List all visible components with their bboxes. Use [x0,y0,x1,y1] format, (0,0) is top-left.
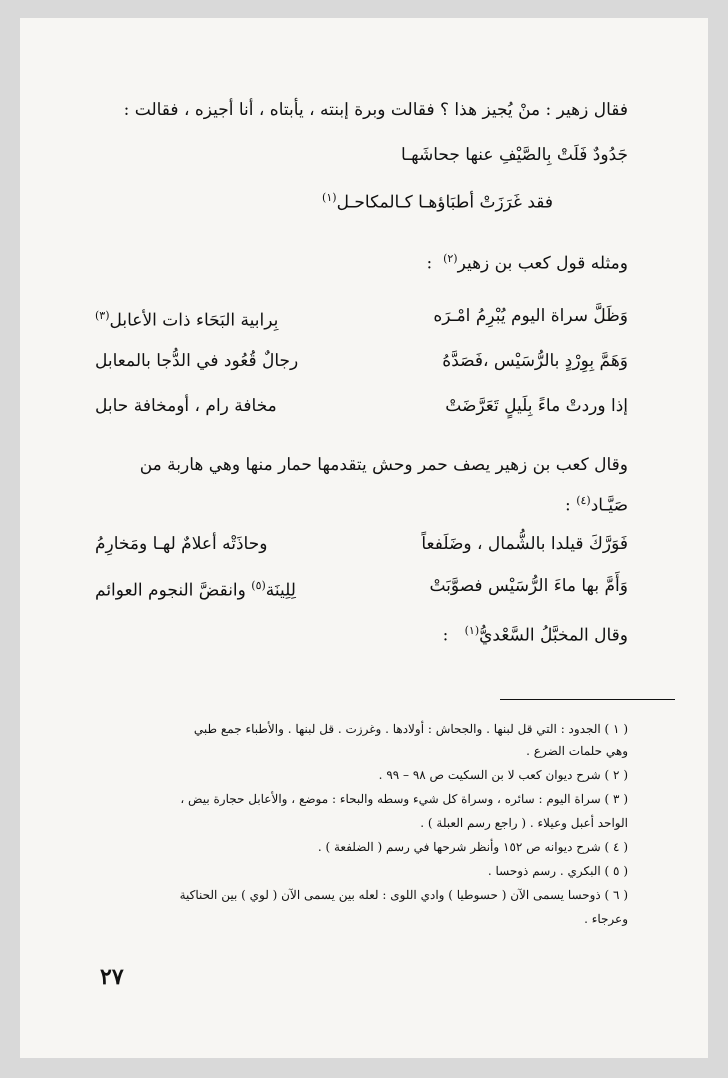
paragraph-4 [95,618,628,649]
footnote-5: ( ٥ ) البكري . رسم ذوحسا . [487,864,628,878]
verse-3-right-1: فَوَرَّكَ قيلدا بالشُّمال ، وضَلَفعاً [421,534,628,554]
footnote-divider [500,699,675,700]
verse-2-right-1: وَظَلَّ سراة اليوم يُبْرِمُ امْـرَه [433,306,628,326]
verse-2-right-3: إذا وردتْ ماءً بِلَيلٍ تَعَرَّضَتْ [445,396,628,416]
footnote-ref: (٢) [443,252,458,265]
colon: : [442,625,449,646]
footnote-ref: (٣) [95,309,110,322]
footnote-3b: الواحد أعبل وعيلاء . ( راجع رسم العبلة ) . [420,816,628,830]
verse-1-line-1: جَدُودٌ فَلَتْ بِالصَّيْفِ عنها جحاشَهـا [400,145,628,165]
verse-3-right-2: وَأَمَّ بها ماءَ الرُّسَيْس فصوَّبَتْ [429,576,628,596]
paragraph-3-line-2 [95,488,628,519]
footnote-4: ( ٤ ) شرح ديوانه ص ١٥٢ وأنظر شرحها في رسم ( الضلفعة ) . [317,840,628,854]
footnote-ref: (١) [464,624,480,637]
verse-2-left-3: مخافة رام ، أومخافة حابل [95,396,277,416]
paragraph-2-text: ومثله قول كعب بن زهير [457,253,628,274]
verse-1-line-2 [95,185,553,216]
footnote-1b: وهي حلمات الضرع . [526,744,628,758]
verse-3-left-1: وحاذَتْه أعلامٌ لهـا ومَخارِمُ [95,534,268,554]
paragraph-3-line-1: وقال كعب بن زهير يصف حمر وحش يتقدمها حمار منها وهي هاربة من [139,455,628,475]
footnote-1a: ( ١ ) الجدود : التي قل لبنها . والجحاش : أولادها . وغرزت . قل لبنها . والأطباء جمع طبي [193,722,628,736]
verse-3-left-2-a: لِلِينَة [265,580,296,601]
colon: : [565,495,571,516]
paragraph-3-text: صَيَّـاد [590,495,628,516]
colon: : [426,253,433,274]
footnote-6a: ( ٦ ) ذوحسا يسمى الآن ( حسوطيا ) وادي اللوى : لعله بين يسمى الآن ( لوي ) بين الحناكية [179,888,628,902]
verse-2-right-2: وَهَمَّ بِوِرْدٍ بالرُّسَيْس ،فَصَدَّهُ [442,351,628,371]
footnote-ref: (٥) [251,579,266,592]
paragraph-4-text: وقال المخبَّلُ السَّعْديُّ [479,625,628,646]
paragraph-2 [95,246,628,277]
verse-2-left-1-text: بِرابية البَحَاء ذات الأعابل [109,310,279,331]
verse-3-left-2 [95,573,296,604]
verse-1-text: فقد غَرَزَتْ أطبَاؤهـا كـالمكاحـل [336,192,553,213]
footnote-6b: وعرجاء . [584,912,628,926]
paragraph-1: فقال زهير : منْ يُجيز هذا ؟ فقالت وبرة إبنته ، يأبتاه ، أنا أجيزه ، فقالت : [123,100,628,120]
verse-2-left-1 [95,303,278,334]
book-page [20,18,708,1058]
verse-3-left-2-b: وانقضَّ النجوم العوائم [95,580,246,601]
footnote-ref: (١) [322,191,337,204]
page-number: ٢٧ [100,964,124,990]
footnote-ref: (٤) [576,494,591,507]
footnote-2: ( ٢ ) شرح ديوان كعب لا بن السكيت ص ٩٨ – ٩٩ . [378,768,628,782]
footnote-3a: ( ٣ ) سراة اليوم : سائره ، وسراة كل شيء وسطه والبحاء : موضع ، والأعابل حجارة بيض ، [180,792,628,806]
verse-2-left-2: رجالٌ قُعُود في الدُّجا بالمعابل [95,351,299,371]
